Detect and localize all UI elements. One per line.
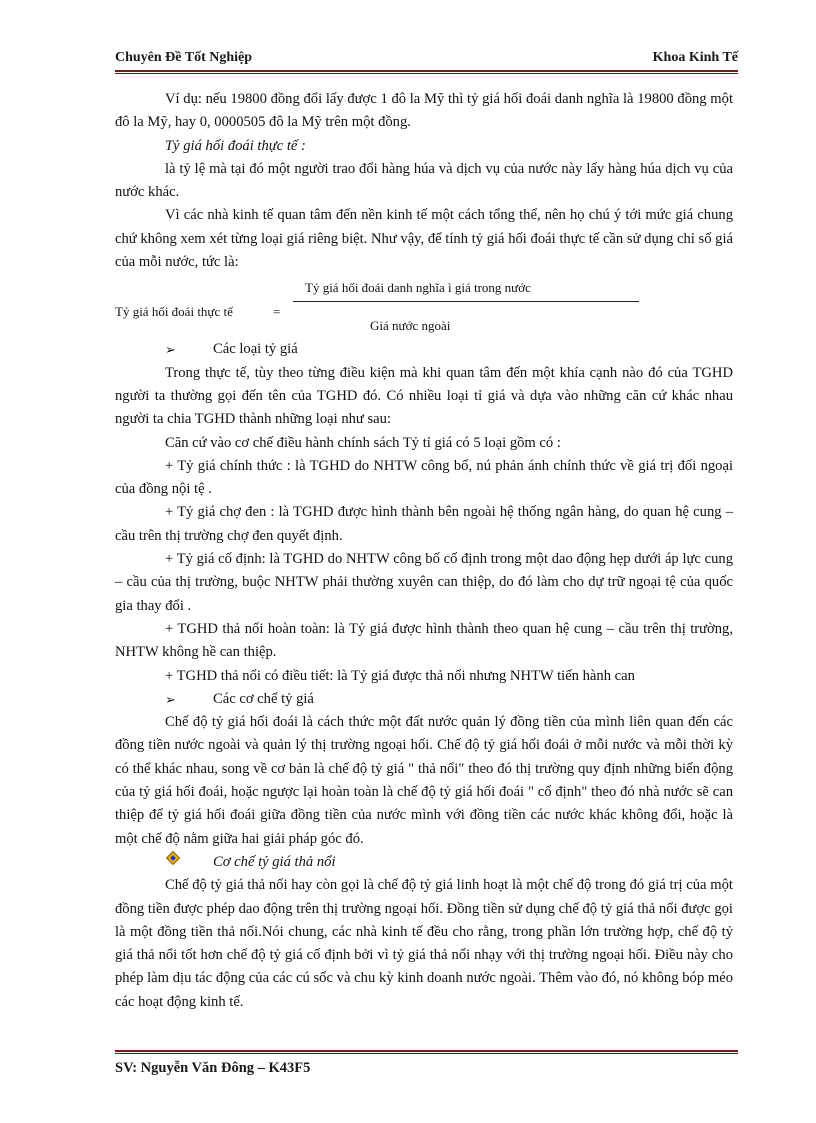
item-managed-float: + TGHD thả nổi có điều tiết: là Tỷ giá được thả nổi nhưng NHTW tiến hành can	[165, 667, 635, 684]
formula-fraction-bar	[293, 301, 639, 302]
page-body	[115, 88, 733, 1014]
bullet-rate-types-label: Các loại tỷ giá	[213, 341, 298, 358]
paragraph-definition: là tỷ lệ mà tại đó một người trao đổi hàng húa và dịch vụ của nước này lấy hàng húa dịch vụ của nước khác.	[115, 160, 733, 201]
item-official-rate: + Tỷ giá chính thức : là TGHD do NHTW công bố, nú phản ánh chính thức về giá trị đối ngoại của đồng nội tệ .	[115, 457, 733, 498]
arrow-bullet-icon: ➢	[165, 691, 176, 707]
heading-floating	[115, 851, 733, 874]
paragraph-based-on: Căn cứ vào cơ chế điều hành chính sách Tỷ tỉ giá có 5 loại gồm có :	[165, 434, 561, 451]
page-footer: SV: Nguyễn Văn Đông – K43F5	[115, 1060, 311, 1076]
formula-lhs: Tỷ giá hối đoái thực tế	[115, 304, 233, 320]
heading-real-exchange-rate: Tỷ giá hối đoái thực tế :	[165, 137, 306, 154]
formula-equals: =	[273, 304, 281, 320]
arrow-bullet-icon: ➢	[165, 342, 176, 358]
diamond-bullet-icon	[165, 851, 181, 867]
page-header	[115, 50, 738, 66]
bullet-rate-types	[115, 338, 733, 361]
formula	[115, 276, 733, 338]
paragraph-example: Ví dụ: nếu 19800 đồng đổi lấy được 1 đô la Mỹ thì tỷ giá hối đoái danh nghĩa là 19800 đồng một đô la Mỹ, hay 0, 0000505 đô la Mỹ trên một đồng.	[115, 91, 733, 131]
item-fixed-rate: + Tỷ giá cố định: là TGHD do NHTW công bố cố định trong một dao động hẹp dưới áp lực cung – cầu của thị trường, buộc NHTW phải thường xuyên can thiệp, do đó làm cho dự trữ ngoại tệ của quốc gia thay đổi .	[115, 551, 733, 614]
paragraph-economists: Vì các nhà kinh tế quan tâm đến nền kinh tế một cách tổng thể, nên họ chú ý tới mức giá chung chứ không xem xét từng loại giá riêng biệt. Như vậy, để tính tỷ giá hối đoái thực tế cần sử dụng chỉ số giá của mỗi nước, tức là:	[115, 207, 733, 271]
footer-rule	[115, 1050, 738, 1054]
paragraph-regime: Chế độ tỷ giá hối đoái là cách thức một đất nước quản lý đồng tiền của mình liên quan đến các đồng tiền nước ngoài và quản lý thị trường ngoại hối. Chế độ tỷ giá hối đoái ở mỗi nước và mỗi thời kỳ có thể khác nhau, song về cơ bản là chế độ tỷ giá " thả nổi" theo đó thị trường quy định những biến động của tỷ giá hối đoái, hoặc ngược lại hoàn toàn là chế độ tỷ giá hối đoái " cố định" theo đó nhà nước sẽ can thiệp để tỷ giá hối đoái giữa đồng tiền của nước mình với đồng tiền các nước khác không đổi, hoặc là một chế độ nằm giữa hai giải pháp góc đó.	[115, 714, 733, 847]
item-black-market-rate: + Tỷ giá chợ đen : là TGHD được hình thành bên ngoài hệ thống ngân hàng, do quan hệ cung – cầu trên thị trường chợ đen quyết định.	[115, 504, 733, 544]
heading-floating-label: Cơ chế tỷ giá thả nổi	[213, 853, 336, 870]
formula-numerator: Tỷ giá hối đoái danh nghĩa ì giá trong nước	[305, 280, 531, 296]
formula-denominator: Giá nước ngoài	[370, 318, 451, 334]
header-right-title: Khoa Kinh Tế	[652, 50, 738, 65]
bullet-mechanisms-label: Các cơ chế tỷ giá	[213, 690, 314, 707]
item-free-float: + TGHD thả nổi hoàn toàn: là Tỷ giá được hình thành theo quan hệ cung – cầu trên thị trường, NHTW không hề can thiệp.	[115, 620, 733, 661]
header-rule	[115, 70, 738, 74]
header-left-title: Chuyên Đề Tốt Nghiệp	[115, 50, 253, 65]
paragraph-floating: Chế độ tỷ giá thả nổi hay còn gọi là chế độ tỷ giá linh hoạt là một chế độ trong đó giá trị của một đồng tiền được phép dao động trên thị trường ngoại hối. Đồng tiền sử dụng chế độ tỷ giá thả nổi được gọi là một đồng tiền thả nổi.Nói chung, các nhà kinh tế đều cho rằng, trong phần lớn trường hợp, chế độ tỷ giá thả nổi tốt hơn chế độ tỷ giá cố định bởi vì tỷ giá thả nổi nhạy với thị trường ngoại hối. Điều này cho phép làm dịu tác động của các cú sốc và chu kỳ kinh doanh nước ngoài. Thêm vào đó, nó không bóp méo các hoạt động kinh tế.	[115, 877, 733, 1010]
bullet-mechanisms	[115, 688, 733, 711]
paragraph-in-practice: Trong thực tế, tùy theo từng điều kiện mà khi quan tâm đến một khía cạnh nào đó của TGHD người ta thường gọi đến tên của TGHD đó. Có nhiều loại tỉ giá và dựa vào những căn cứ khác nhau người ta chia TGHD thành những loại như sau:	[115, 364, 733, 428]
